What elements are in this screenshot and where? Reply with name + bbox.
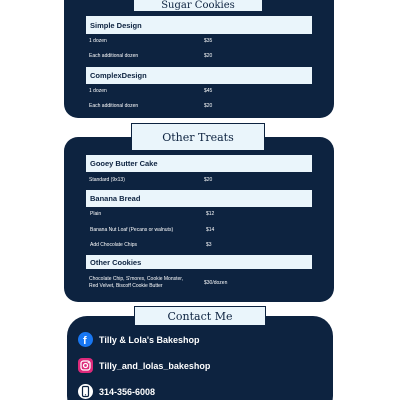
- other-treats-title: Other Treats: [162, 130, 234, 144]
- menu-price: $20: [204, 53, 213, 59]
- menu-price: $20: [204, 103, 213, 109]
- other-cookies-header: [86, 255, 312, 269]
- other-cookies-title: Other Cookies: [90, 257, 142, 267]
- facebook-icon: [78, 332, 93, 347]
- menu-item: Each additional dozen: [89, 103, 139, 109]
- menu-price: $35: [204, 38, 213, 44]
- gooey-butter-cake-title: Gooey Butter Cake: [90, 159, 158, 168]
- phone-contact[interactable]: [78, 384, 155, 399]
- menu-item: Add Chocolate Chips: [90, 242, 137, 248]
- menu-price: $3: [206, 242, 212, 248]
- phone-number[interactable]: 314-356-6008: [99, 386, 156, 397]
- menu-price: $12: [206, 211, 215, 217]
- simple-design-header: [86, 16, 312, 34]
- menu-item: Plain: [90, 211, 102, 217]
- sugar-cookies-title: Sugar Cookies: [161, 0, 235, 11]
- menu-item: 1 dozen: [89, 88, 107, 94]
- menu-item: Standard (9x13): [89, 177, 125, 183]
- menu-price: $14: [206, 227, 215, 233]
- facebook-name[interactable]: Tilly & Lola's Bakeshop: [99, 334, 200, 345]
- phone-icon: [78, 384, 93, 399]
- menu-price: $45: [204, 88, 213, 94]
- menu-item: Chocolate Chip, S'mores, Cookie Monster,: [89, 276, 184, 282]
- menu-price: $30/dozen: [204, 280, 228, 286]
- svg-text:f: f: [83, 335, 87, 347]
- instagram-handle[interactable]: Tilly_and_lolas_bakeshop: [99, 360, 211, 371]
- menu-item: Red Velvet, Biscoff Cookie Butter: [89, 283, 163, 289]
- complex-design-header: [86, 67, 312, 84]
- gooey-butter-cake-header: [86, 155, 312, 172]
- contact-me-title: Contact Me: [167, 309, 233, 323]
- instagram-contact[interactable]: [78, 358, 210, 373]
- facebook-contact[interactable]: [78, 332, 200, 347]
- contact-me-tab: [134, 306, 266, 326]
- sugar-cookies-tab: [133, 0, 263, 12]
- banana-bread-title: Banana Bread: [90, 194, 141, 203]
- instagram-icon: [78, 358, 93, 373]
- complex-design-title: ComplexDesign: [90, 71, 147, 80]
- menu-item: Banana Nut Loaf (Pecans or walnuts): [90, 227, 174, 233]
- menu-item: Each additional dozen: [89, 53, 139, 59]
- menu-item: 1 dozen: [89, 38, 107, 44]
- banana-bread-header: [86, 190, 312, 207]
- menu-price: $20: [204, 177, 213, 183]
- simple-design-title: Simple Design: [90, 20, 142, 30]
- other-treats-tab: [131, 123, 265, 151]
